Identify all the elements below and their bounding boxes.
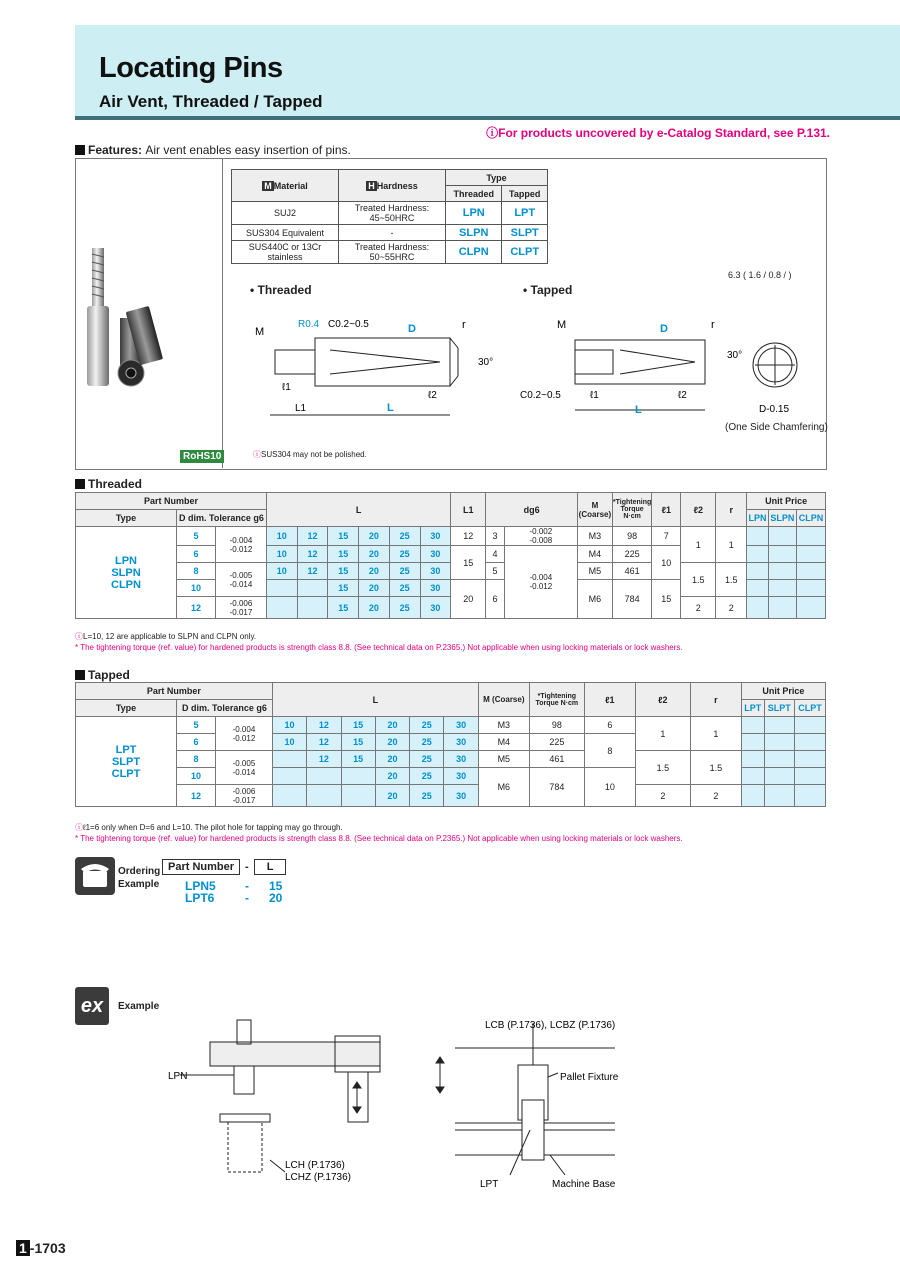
tapped-table: Part Number L M (Coarse) *Tightening Torque N·cm ℓ1 ℓ2 r Unit Price Type D dim. Tolerance g6 LPT SLPT CLPT LPT SLPT CLPT 5 -0.004 -0.012 10 12 15 20 25 30 M3 98 6 1 1 6 10 12 15 20 25 30 M4 225 8 8 -0.005 -0.014 12 15 20 25 30 M5 461 1.5 1.5 10 20 25 30 M6 784 10 12 -0.006 -0.017 20 25 30 2 2	[75, 682, 826, 807]
tapped-drawing	[515, 310, 825, 425]
info-icon: ⓘ	[75, 632, 83, 641]
table-row: 6 10 12 15 20 25 30 M4 225 8	[76, 734, 826, 751]
dim-label: L	[387, 402, 394, 414]
info-icon: ⓘ	[253, 450, 261, 459]
info-icon: ⓘ	[486, 126, 499, 140]
page-subtitle: Air Vent, Threaded / Tapped	[99, 92, 323, 111]
one-side-chamfer-note: (One Side Chamfering)	[725, 422, 828, 433]
callout: LCB (P.1736), LCBZ (P.1736)	[485, 1020, 616, 1031]
ex-icon: ex	[75, 987, 109, 1025]
dim-label: ℓ2	[678, 390, 687, 401]
dim-label: r	[462, 319, 466, 331]
page-title: Locating Pins	[99, 52, 283, 84]
example-drawing-lpn	[160, 1010, 400, 1190]
threaded-note-2: * The tightening torque (ref. value) for hardened products is strength class 8.8. (See technical data on P.2365.) Not applicable when using locking materials or lock washers.	[75, 643, 683, 652]
table-row: 12 -0.006 -0.017 20 25 30 2 2	[76, 785, 826, 807]
example-label: Example	[118, 1001, 160, 1012]
dim-label: 30°	[727, 350, 743, 361]
table-row: LPN SLPN CLPN 5 -0.004 -0.012 10 12 15 20 25 30 12 3 -0.002 -0.008 M3 98 7 1 1	[76, 527, 826, 546]
table-row: SUJ2 Treated Hardness: 45~50HRC LPN LPT	[232, 202, 548, 225]
h-icon: H	[368, 180, 375, 191]
info-icon: ⓘ	[75, 823, 83, 832]
dim-label: D-0.15	[759, 404, 790, 415]
part-number-header: Part Number	[76, 493, 267, 510]
tapped-heading: Tapped	[75, 668, 130, 682]
dim-label: R0.4	[298, 319, 320, 330]
ordering-label: Ordering Example	[118, 866, 161, 890]
callout: Pallet Fixture	[560, 1072, 619, 1083]
table-row: SUS304 Equivalent - SLPN SLPT	[232, 225, 548, 241]
features-heading: Features: Air vent enables easy insertion of pins.	[75, 143, 351, 157]
threaded-header: Threaded	[446, 186, 502, 202]
dim-label: ℓ1	[282, 382, 291, 393]
dim-label: 30°	[478, 357, 494, 368]
threaded-note-1: ⓘL=10, 12 are applicable to SLPN and CLPN only.	[75, 632, 257, 641]
dim-label: C0.2~0.5	[328, 319, 369, 330]
material-header: M Material	[232, 170, 339, 202]
callout: Machine Base	[552, 1179, 616, 1190]
dim-label: r	[711, 319, 715, 331]
dim-label: D	[408, 323, 416, 335]
type-cell: LPN SLPN CLPN	[76, 527, 177, 619]
page-number: 1 -1703	[16, 1240, 66, 1256]
hardness-header: H Hardness	[339, 170, 446, 202]
dim-label: L1	[295, 403, 307, 414]
phone-icon	[75, 857, 115, 895]
tapped-drawing-label: • Tapped	[523, 283, 573, 297]
dim-label: D	[660, 323, 668, 335]
m-icon: M	[264, 180, 272, 191]
dim-label: ℓ2	[428, 390, 437, 401]
type-header: Type	[446, 170, 548, 186]
dim-label: M	[255, 326, 265, 338]
table-row: 10 15 20 25 30 20 6 M6 784 15	[76, 580, 826, 597]
callout: LPT	[480, 1179, 499, 1190]
dim-label: ℓ1	[590, 390, 599, 401]
type-cell: LPT SLPT CLPT	[76, 717, 177, 807]
table-row: 10 20 25 30 M6 784 10	[76, 768, 826, 785]
header-underline	[75, 116, 900, 120]
table-row: LPT SLPT CLPT 5 -0.004 -0.012 10 12 15 20 25 30 M3 98 6 1 1	[76, 717, 826, 734]
table-row: 8 -0.005 -0.014 10 12 15 20 25 30 5 M5 461 1.5 1.5	[76, 563, 826, 580]
example-drawing-lpt	[430, 1015, 640, 1195]
tapped-note-1: ⓘℓ1=6 only when D=6 and L=10. The pilot hole for tapping may go through.	[75, 823, 343, 832]
dim-label: C0.2~0.5	[520, 390, 561, 401]
ordering-header: Part Number - L	[162, 859, 286, 875]
callout: LCH (P.1736)	[285, 1160, 345, 1171]
material-table	[231, 169, 548, 264]
table-row: 6 10 12 15 20 25 30 15 4 -0.004 -0.012 M4 225 10	[76, 546, 826, 563]
table-row: SUS440C or 13Cr stainless Treated Hardness: 50~55HRC CLPN CLPT	[232, 241, 548, 264]
table-row: 12 -0.006 -0.017 15 20 25 30 2 2	[76, 597, 826, 619]
surface-finish-symbol: 6.3 ( 1.6 / 0.8 / )	[728, 270, 792, 280]
sus-note: ⓘSUS304 may not be polished.	[253, 450, 367, 459]
top-note[interactable]: ⓘFor products uncovered by e-Catalog Standard, see P.131.	[486, 126, 830, 140]
threaded-table: Part Number L L1 dg6 M (Coarse) *Tightening Torque N·cm ℓ1 ℓ2 r Unit Price Type D dim. Tolerance g6 LPN SLPN CLPN LPN SLPN CLPN 5 -0.004 -0.012 10 12 15 20 25 30 12 3 -0.002 -0.008 M3 98 7 1 1 6 10 12 15 20 25 30 15 4 -0.004 -0.012 M4 225 10 8 -0.005 -0.014 10 12 15 20 25 30 5 M5 461 1.5 1.5 10 15 20 25 30 20 6 M6 784 15 12 -0.006 -0.017 15 20 25 30 2 2	[75, 492, 826, 619]
threaded-drawing	[240, 310, 500, 425]
tapped-note-2: * The tightening torque (ref. value) for hardened products is strength class 8.8. (See technical data on P.2365.) Not applicable when using locking materials or lock washers.	[75, 834, 683, 843]
product-image	[75, 158, 223, 468]
threaded-drawing-label: • Threaded	[250, 283, 312, 297]
ordering-example-rows: LPN5 - 15 LPT6 - 20	[185, 879, 283, 905]
callout: LPN	[168, 1071, 188, 1082]
threaded-heading: Threaded	[75, 477, 142, 491]
table-row: 8 -0.005 -0.014 12 15 20 25 30 M5 461 1.5 1.5	[76, 751, 826, 768]
rohs-badge: RoHS10	[180, 450, 224, 463]
tapped-header: Tapped	[502, 186, 548, 202]
dim-label: M	[557, 319, 567, 331]
callout: LCHZ (P.1736)	[285, 1172, 351, 1183]
dim-label: L	[635, 404, 642, 416]
